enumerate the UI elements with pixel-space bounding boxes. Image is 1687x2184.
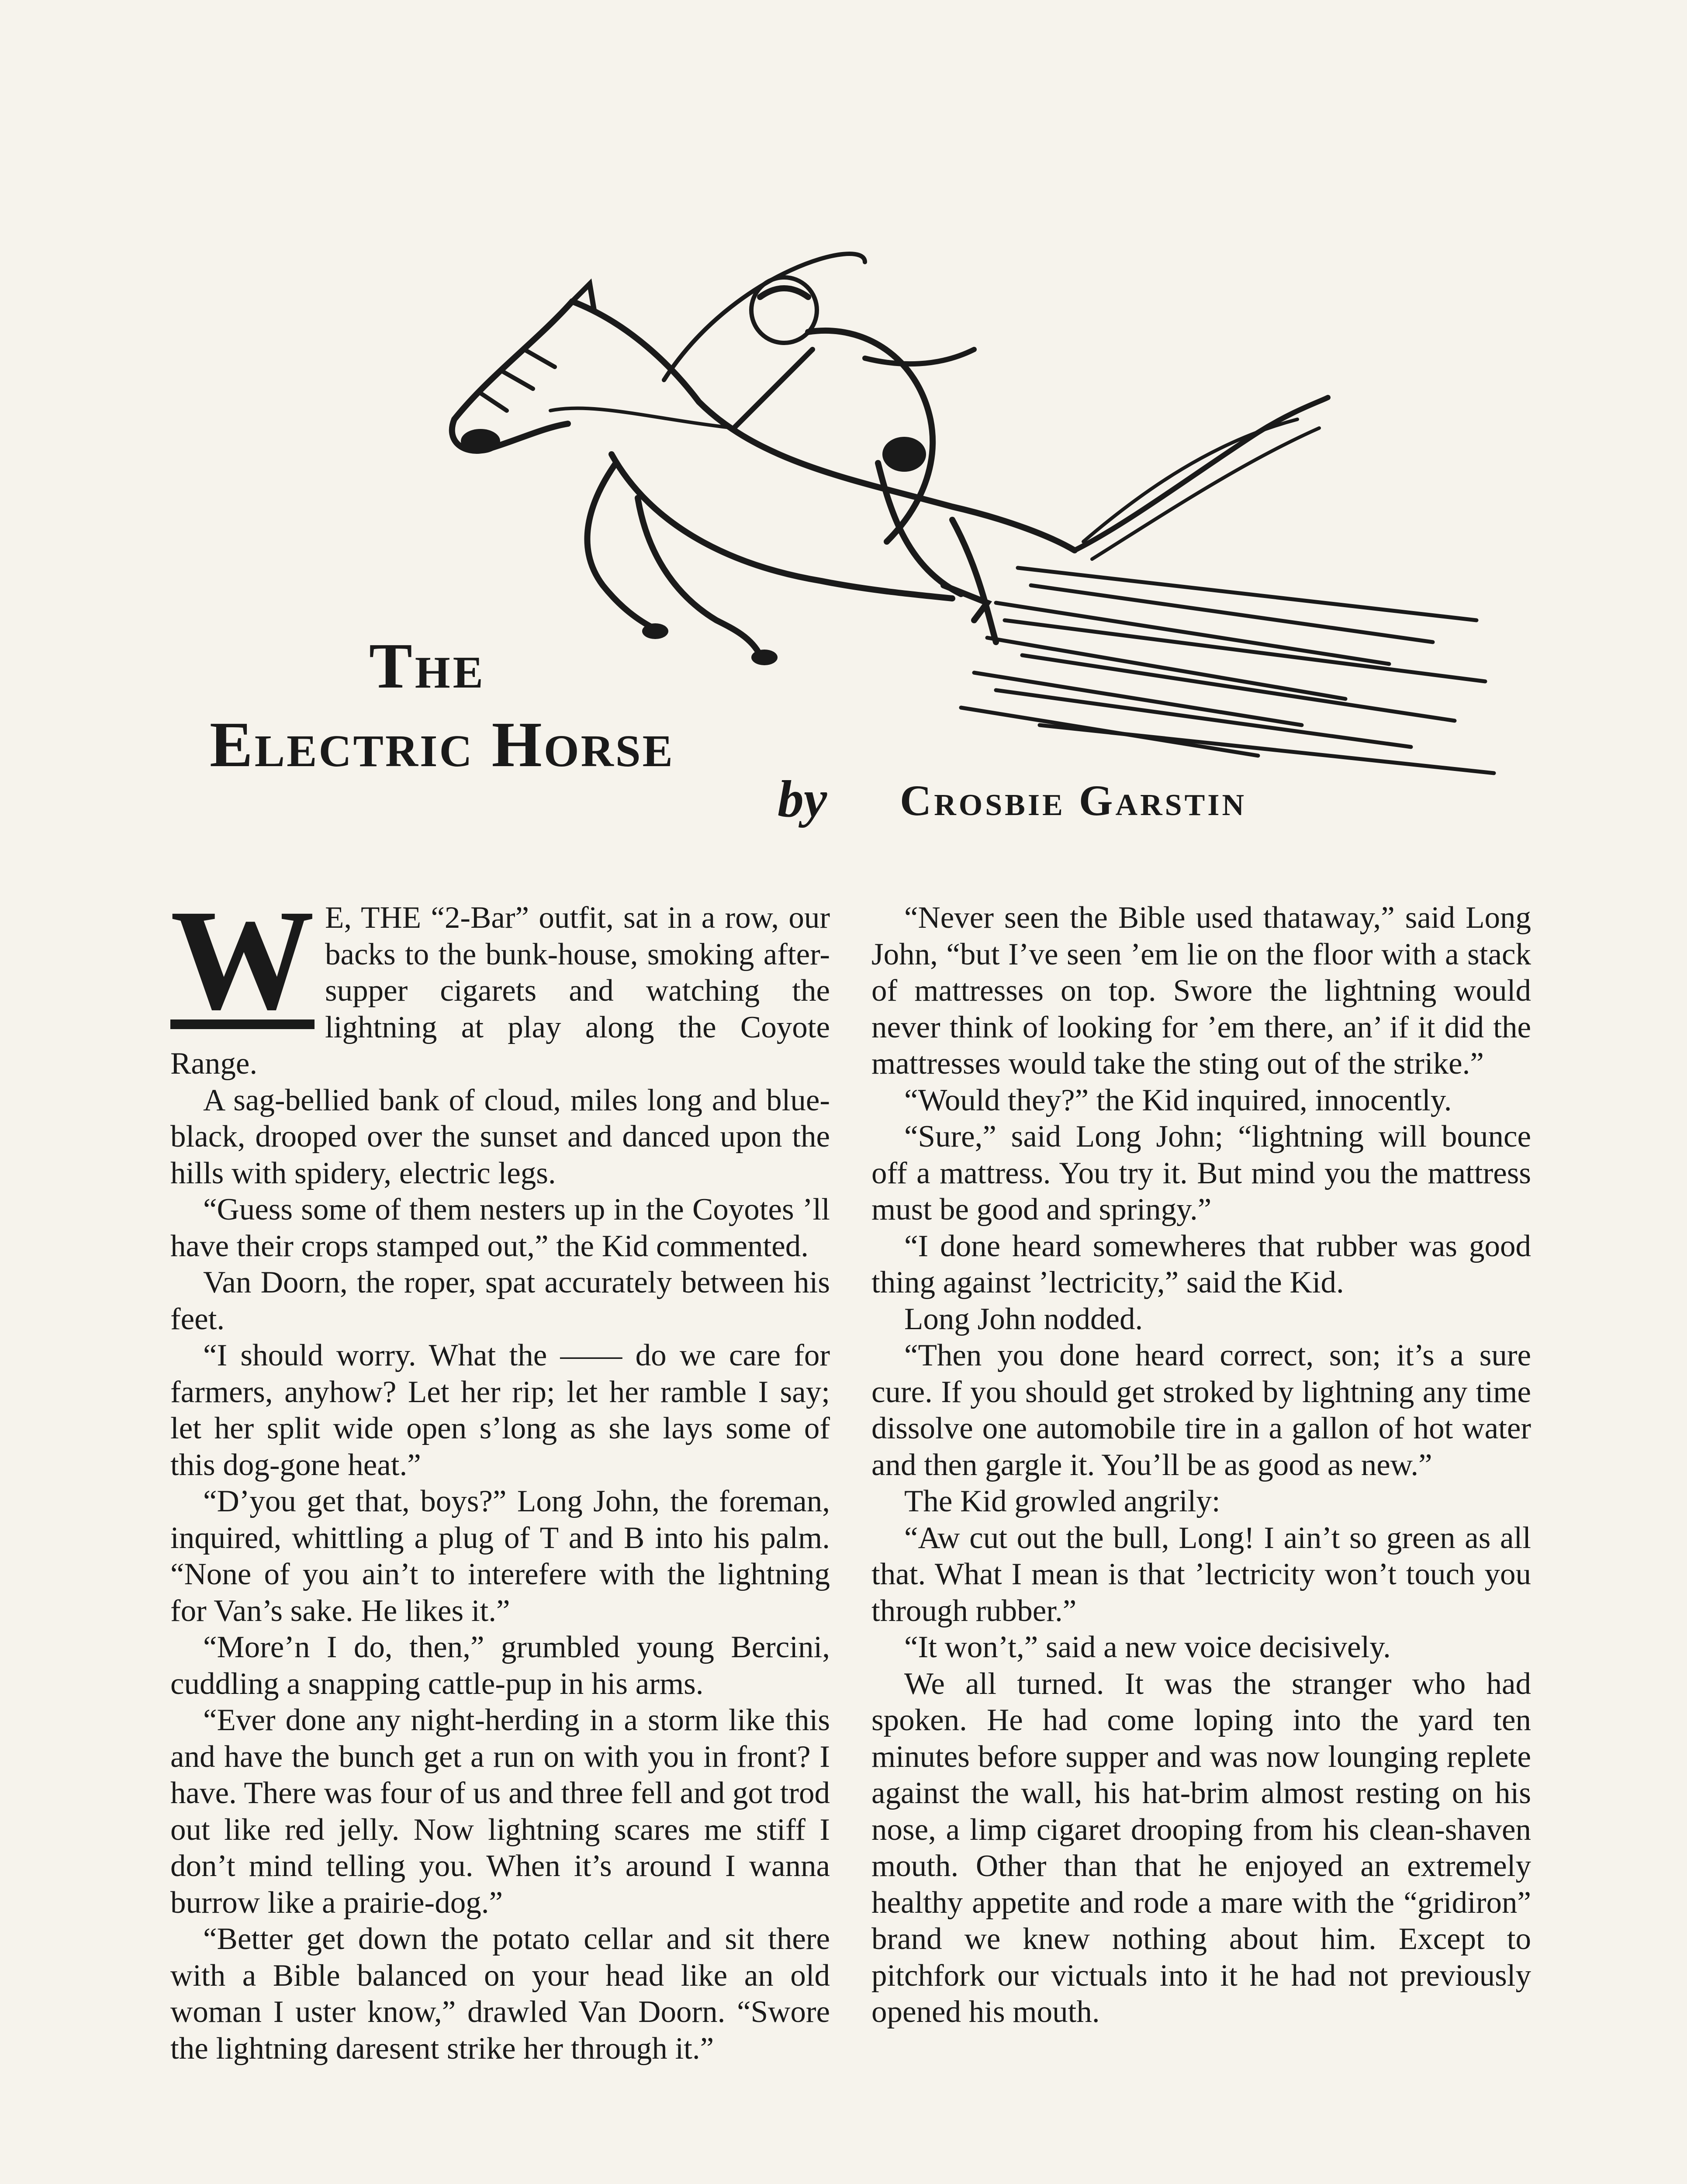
article-title-line-1: The [369,630,486,702]
paragraph: A sag-bellied bank of cloud, miles long and blue-black, drooped over the sunset and danced upon the hills with spidery, electric legs. [170,1083,830,1190]
paragraph: “Better get down the potato cellar and sit there with a Bible balanced on your head like an old woman I uster know,” drawled Van Doorn. “Swore the lightning daresent strike her through it.” [170,1922,830,2066]
paragraph: “I should worry. What the —— do we care for farmers, anyhow? Let her rip; let her ramble I say; let her split wide open s’long as she lays some of this dog-gone heat.” [170,1338,830,1482]
paragraph: “Ever done any night-herding in a storm like this and have the bunch get a run on with you in front? I have. There was four of us and three fell and got trod out like red jelly. Now lightning scares me stiff I don’t mind telling you. When it’s around I wanna burrow like a prairie-dog.” [170,1703,830,1920]
paragraph: “Guess some of them nesters up in the Coyotes ’ll have their crops stamped out,” the Kid commented. [170,1192,830,1263]
text-column-right [871,900,1531,2031]
paragraph: “Then you done heard correct, son; it’s a sure cure. If you should get stroked by lightning any time dissolve one automobile tire in a gallon of hot water and then gargle it. You’ll be as good as new.” [871,1338,1531,1482]
paragraph: “Sure,” said Long John; “lightning will bounce off a mattress. You try it. But mind you the mattress must be good and springy.” [871,1120,1531,1227]
article-title-line-2: Electric Horse [210,709,674,781]
paragraph: Long John nodded. [904,1302,1143,1336]
paragraph: W E, THE “2-Bar” outfit, sat in a row, our backs to the bunk-house, smoking after-supper cigarets and watching the lightning at play along the Coyote Range. [170,880,830,1081]
paragraph: “Aw cut out the bull, Long! I ain’t so green as all that. What I mean is that ’lectricity won’t touch you through rubber.” [871,1521,1531,1628]
paragraph: “Never seen the Bible used thataway,” said Long John, “but I’ve seen ’em lie on the floor with a stack of mattresses on top. Swore the lightning would never think of looking for ’em there, an’ if it did the mattresses would take the sting out of the strike.” [871,901,1531,1081]
drop-cap: W [170,880,315,1040]
author-name: Crosbie Garstin [900,776,1247,825]
paragraph: “D’you get that, boys?” Long John, the foreman, inquired, whittling a plug of T and B into his palm. “None of you ain’t to interefere with the lightning for Van’s sake. He likes it.” [170,1484,830,1628]
paragraph: “I done heard somewheres that rubber was good thing against ’lectricity,” said the Kid. [871,1229,1531,1299]
paragraph: “Would they?” the Kid inquired, innocently. [904,1083,1452,1117]
horse-and-rider-drawing [428,236,1503,782]
byline-by: by [778,770,827,828]
paragraph: Van Doorn, the roper, spat accurately between his feet. [170,1265,830,1336]
text-column-left [170,880,830,2067]
paragraph: We all turned. It was the stranger who had spoken. He had come loping into the yard ten minutes before supper and was now lounging replete against the wall, his hat-brim almost resting on his nose, a limp cigaret drooping from his clean-shaven mouth. Other than that he enjoyed an extremely healthy appetite and rode a mare with the “gridiron” brand we knew nothing about him. Except to pitchfork our victuals into it he had not previously opened his mouth. [871,1666,1531,2029]
paragraph: “More’n I do, then,” grumbled young Bercini, cuddling a snapping cattle-pup in his arms. [170,1630,830,1701]
paragraph: “It won’t,” said a new voice decisively. [904,1630,1391,1664]
paragraph: The Kid growled angrily: [904,1484,1220,1518]
